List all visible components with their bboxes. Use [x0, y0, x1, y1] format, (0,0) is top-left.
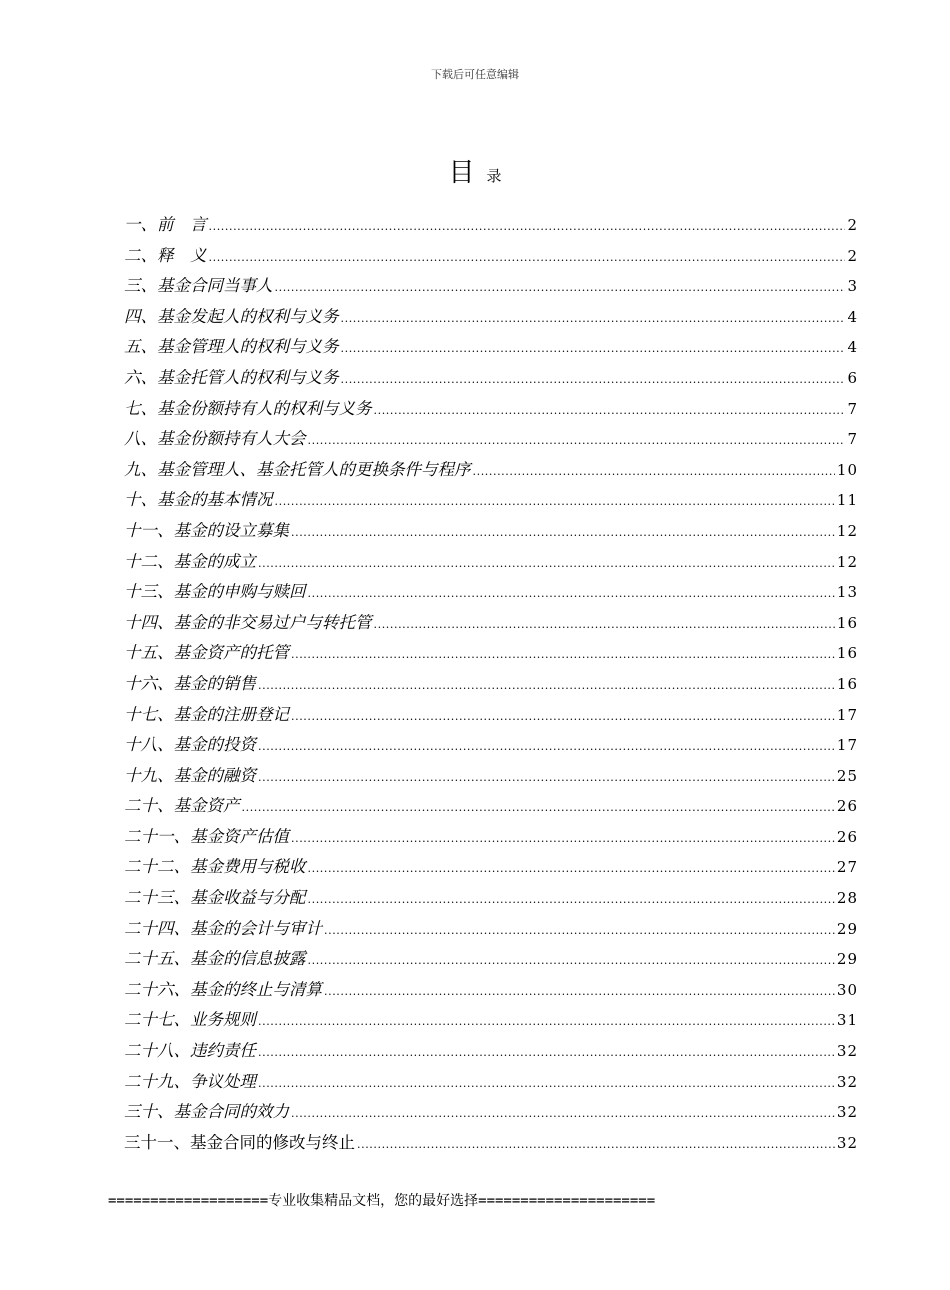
toc-entry-label: 八、基金份额持有人大会	[124, 429, 306, 449]
toc-entry-label: 二十九、争议处理	[124, 1071, 256, 1091]
toc-leader-dots	[258, 763, 835, 794]
toc-entry-page: 7	[847, 430, 858, 449]
toc-entry-page: 16	[836, 613, 858, 632]
toc-entry[interactable]	[124, 914, 858, 945]
toc-entry-page: 27	[836, 858, 858, 877]
toc-leader-dots	[308, 426, 846, 457]
toc-entry[interactable]	[124, 210, 858, 241]
toc-entry-label: 六、基金托管人的权利与义务	[124, 367, 339, 387]
toc-leader-dots	[275, 487, 835, 518]
toc-entry-label: 二十八、违约责任	[124, 1041, 256, 1061]
toc-entry-label: 十三、基金的申购与赎回	[124, 582, 306, 602]
toc-entry[interactable]	[124, 547, 858, 578]
toc-entry[interactable]	[124, 577, 858, 608]
toc-entry-page: 30	[836, 980, 858, 999]
toc-entry[interactable]	[124, 1097, 858, 1128]
toc-entry-page: 12	[836, 521, 858, 540]
toc-entry[interactable]	[124, 302, 858, 333]
toc-leader-dots	[291, 702, 835, 733]
toc-entry-label: 二十五、基金的信息披露	[124, 949, 306, 969]
toc-entry-label: 七、基金份额持有人的权利与义务	[124, 398, 372, 418]
toc-leader-dots	[275, 273, 846, 304]
toc-entry-page: 2	[847, 216, 858, 234]
toc-entry[interactable]	[124, 730, 858, 761]
toc-entry-label: 二十六、基金的终止与清算	[124, 979, 322, 999]
toc-leader-dots	[374, 396, 846, 427]
table-of-contents	[124, 210, 858, 1158]
toc-entry-page: 4	[847, 338, 858, 357]
toc-leader-dots	[308, 854, 835, 885]
toc-leader-dots	[258, 549, 835, 580]
toc-entry[interactable]	[124, 944, 858, 975]
toc-leader-dots	[291, 1099, 835, 1130]
toc-entry-page: 29	[836, 919, 858, 938]
toc-leader-dots	[242, 793, 835, 824]
toc-entry-page: 2	[847, 246, 858, 265]
toc-entry-label: 四、基金发起人的权利与义务	[124, 306, 339, 326]
toc-entry-page: 6	[847, 368, 858, 387]
toc-entry[interactable]	[124, 1067, 858, 1098]
toc-entry-page: 17	[836, 705, 858, 724]
toc-entry[interactable]	[124, 852, 858, 883]
toc-title-sub: 录	[486, 167, 502, 185]
toc-leader-dots	[308, 946, 835, 977]
toc-leader-dots	[258, 1038, 835, 1069]
toc-entry-page: 31	[836, 1011, 858, 1030]
toc-entry-label: 十七、基金的注册登记	[124, 704, 289, 724]
toc-entry-label: 十九、基金的融资	[124, 765, 256, 785]
footer-note: ===================专业收集精品文档，您的最好选择=====================	[108, 1193, 656, 1209]
toc-entry[interactable]	[124, 669, 858, 700]
toc-entry[interactable]	[124, 822, 858, 853]
toc-entry-label: 一、前 言	[124, 215, 207, 234]
toc-entry-label: 十八、基金的投资	[124, 735, 256, 755]
toc-entry-page: 3	[847, 277, 858, 296]
toc-entry-page: 13	[836, 583, 858, 602]
toc-entry-page: 11	[836, 491, 858, 510]
toc-entry-page: 12	[836, 552, 858, 571]
toc-leader-dots	[341, 365, 846, 396]
toc-leader-dots	[341, 304, 846, 335]
toc-entry[interactable]	[124, 394, 858, 425]
toc-entry[interactable]	[124, 1036, 858, 1067]
toc-entry[interactable]	[124, 516, 858, 547]
toc-leader-dots	[357, 1130, 835, 1161]
toc-leader-dots	[258, 732, 835, 763]
toc-leader-dots	[291, 518, 835, 549]
toc-entry[interactable]	[124, 700, 858, 731]
toc-entry[interactable]	[124, 883, 858, 914]
toc-entry[interactable]	[124, 241, 858, 272]
toc-leader-dots	[374, 610, 835, 641]
toc-entry-label: 三十一、基金合同的修改与终止	[124, 1132, 355, 1152]
toc-title-main: 目	[448, 158, 475, 188]
toc-leader-dots	[324, 916, 835, 947]
toc-entry-label: 二十、基金资产	[124, 796, 240, 816]
toc-entry-label: 二十四、基金的会计与审计	[124, 918, 322, 938]
toc-entry[interactable]	[124, 1128, 858, 1159]
toc-entry-label: 二十三、基金收益与分配	[124, 888, 306, 908]
toc-entry[interactable]	[124, 975, 858, 1006]
toc-entry-page: 32	[836, 1042, 858, 1061]
toc-leader-dots	[209, 212, 846, 243]
toc-entry-label: 十六、基金的销售	[124, 673, 256, 693]
toc-leader-dots	[258, 671, 835, 702]
toc-entry-page: 16	[836, 674, 858, 693]
toc-entry[interactable]	[124, 485, 858, 516]
toc-entry[interactable]	[124, 608, 858, 639]
toc-leader-dots	[473, 457, 835, 488]
toc-title	[0, 152, 950, 189]
toc-entry-page: 7	[847, 399, 858, 418]
toc-entry[interactable]	[124, 271, 858, 302]
toc-entry-label: 二十二、基金费用与税收	[124, 857, 306, 877]
toc-entry-label: 二十一、基金资产估值	[124, 826, 289, 846]
toc-entry-label: 十四、基金的非交易过户与转托管	[124, 612, 372, 632]
toc-entry-label: 九、基金管理人、基金托管人的更换条件与程序	[124, 459, 471, 479]
toc-entry-label: 三、基金合同当事人	[124, 276, 273, 296]
toc-entry-page: 32	[836, 1133, 858, 1152]
toc-leader-dots	[341, 334, 846, 365]
toc-entry-page: 4	[847, 307, 858, 326]
toc-entry-page: 25	[836, 766, 858, 785]
toc-entry-page: 16	[836, 644, 858, 663]
toc-entry[interactable]	[124, 455, 858, 486]
toc-entry[interactable]	[124, 761, 858, 792]
toc-entry-page: 26	[836, 827, 858, 846]
toc-entry-label: 二十七、业务规则	[124, 1010, 256, 1030]
toc-leader-dots	[291, 824, 835, 855]
toc-entry-label: 十一、基金的设立募集	[124, 520, 289, 540]
toc-entry-page: 29	[836, 950, 858, 969]
toc-leader-dots	[258, 1007, 835, 1038]
toc-entry[interactable]	[124, 1005, 858, 1036]
toc-entry[interactable]	[124, 638, 858, 669]
toc-leader-dots	[308, 579, 835, 610]
toc-leader-dots	[324, 977, 835, 1008]
header-note: 下载后可任意编辑	[431, 68, 519, 81]
toc-entry-page: 17	[836, 736, 858, 755]
toc-entry[interactable]	[124, 332, 858, 363]
toc-entry-label: 十二、基金的成立	[124, 551, 256, 571]
toc-entry-label: 十、基金的基本情况	[124, 490, 273, 510]
toc-entry-label: 十五、基金资产的托管	[124, 643, 289, 663]
toc-leader-dots	[209, 243, 846, 274]
toc-entry-label: 三十、基金合同的效力	[124, 1102, 289, 1122]
toc-entry-page: 10	[836, 460, 858, 479]
toc-entry-page: 32	[836, 1072, 858, 1091]
toc-entry-label: 二、释 义	[124, 245, 207, 265]
toc-entry[interactable]	[124, 363, 858, 394]
toc-entry[interactable]	[124, 791, 858, 822]
toc-leader-dots	[258, 1069, 835, 1100]
toc-entry-page: 32	[836, 1103, 858, 1122]
toc-entry[interactable]	[124, 424, 858, 455]
toc-leader-dots	[291, 640, 835, 671]
toc-leader-dots	[308, 885, 835, 916]
toc-entry-label: 五、基金管理人的权利与义务	[124, 337, 339, 357]
toc-entry-page: 28	[836, 889, 858, 908]
toc-entry-page: 26	[836, 797, 858, 816]
